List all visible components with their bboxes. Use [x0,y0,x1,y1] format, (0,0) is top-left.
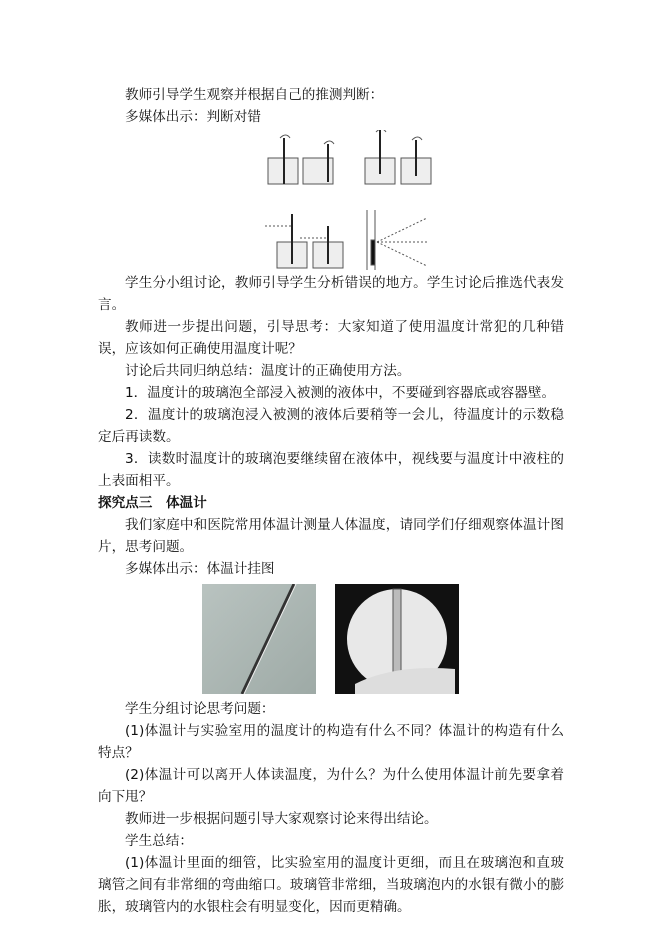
reading-angle-diagram [367,210,427,270]
paragraph: 讨论后共同归纳总结：温度计的正确使用方法。 [125,363,411,379]
section-heading: 探究点三 体温计 [98,495,207,511]
beaker-5 [265,214,307,268]
paragraph: 3．读数时温度计的玻璃泡要继续留在液体中，视线要与温度计中液柱的上表面相平。 [98,451,564,489]
paragraph: 学生总结： [125,833,193,849]
clinical-thermometer-photos [202,584,564,694]
paragraph: 学生分组讨论思考问题： [125,701,275,717]
beaker-3 [365,130,395,184]
paragraph: 教师进一步提出问题，引导思考：大家知道了使用温度计常犯的几种错误，应该如何正确使用温度计呢？ [98,319,564,357]
paragraph: 学生分小组讨论，教师引导学生分析错误的地方。学生讨论后推选代表发言。 [98,275,564,313]
beaker-2 [303,141,334,184]
paragraph: (1)体温计里面的细管，比实验室用的温度计更细，而且在玻璃泡和直玻璃管之间有非常细的弯曲缩口。玻璃管非常细，当玻璃泡内的水银有微小的膨胀，玻璃管内的水银柱会有明显变化，因而更精确。 [98,855,564,915]
paragraph: 教师进一步根据问题引导大家观察讨论来得出结论。 [125,811,438,827]
paragraph: 多媒体出示：体温计挂图 [125,561,275,577]
beaker-1 [268,135,298,184]
paragraph: 1．温度计的玻璃泡全部浸入被测的液体中，不要碰到容器底或容器壁。 [125,385,556,401]
thermometer-photo [202,584,316,694]
paragraph: (2)体温计可以离开人体读温度，为什么？为什么使用体温计前先要拿着向下甩？ [98,767,564,805]
paragraph: 多媒体出示：判断对错 [125,109,261,125]
paragraph: 教师引导学生观察并根据自己的推测判断： [125,87,384,103]
thermometer-magnified-photo [335,584,459,694]
paragraph: 我们家庭中和医院常用体温计测量人体温度，请同学们仔细观察体温计图片，思考问题。 [98,517,564,555]
beaker-4 [401,137,431,184]
paragraph: 2．温度计的玻璃泡浸入被测的液体后要稍等一会儿，待温度计的示数稳定后再读数。 [98,407,564,445]
document-body [98,84,564,918]
thermometer-usage-figure [265,130,441,270]
paragraph: (1)体温计与实验室用的温度计的构造有什么不同？体温计的构造有什么特点？ [98,723,564,761]
